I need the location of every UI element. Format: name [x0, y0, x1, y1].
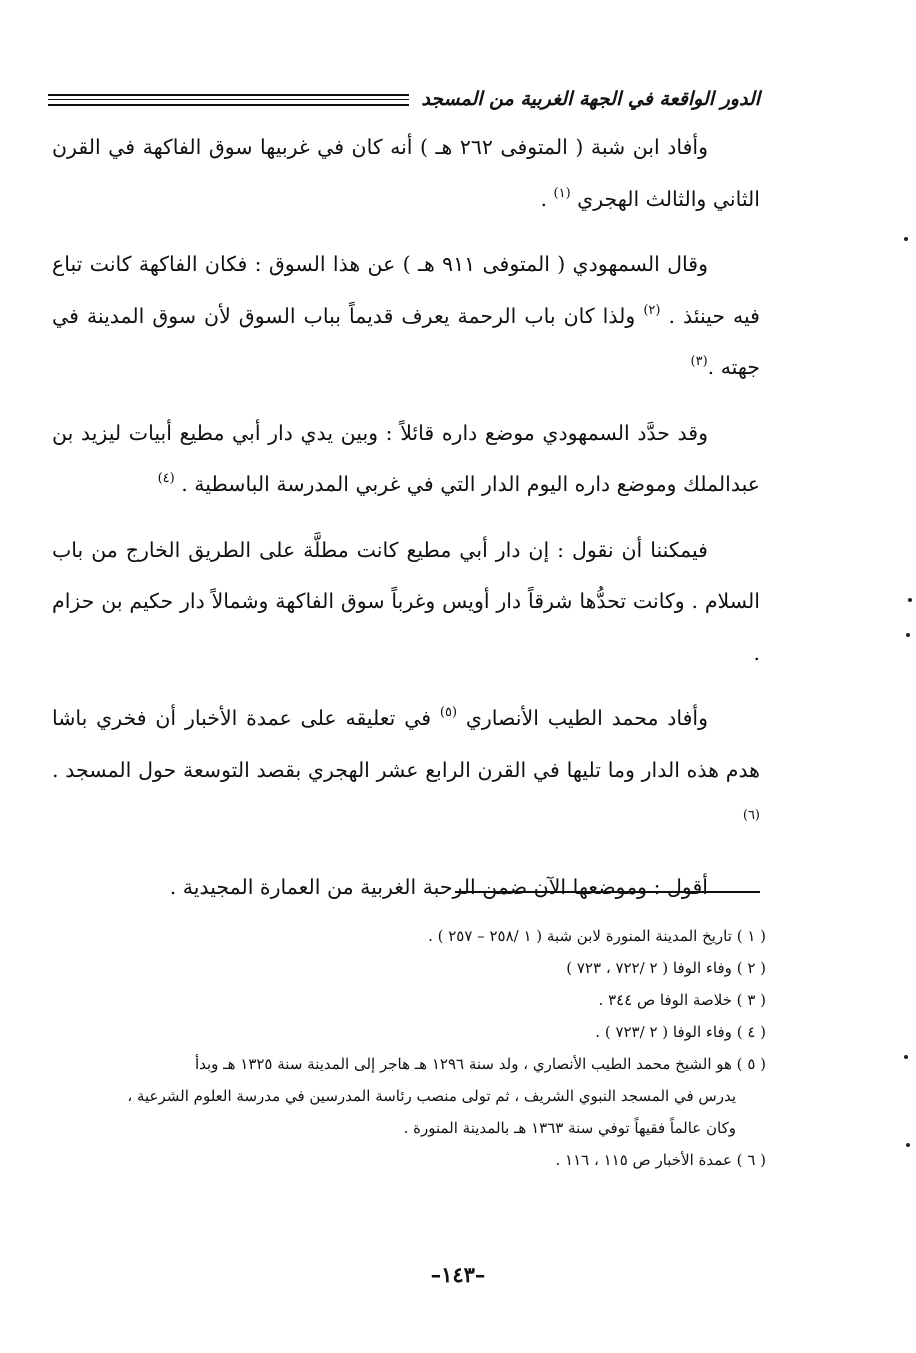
paragraph: وقد حدَّد السمهودي موضع داره قائلاً : وبين يدي دار أبي مطيع أبيات ليزيد بن عبدالملك وموضع داره اليوم الدار التي في غربي المدرسة الباسطية . $^{(٤)}$ [52, 420, 760, 496]
page-number: –١٤٣– [430, 1262, 486, 1287]
footnote-ref[interactable]: (٦) [742, 808, 760, 823]
footnote-ref[interactable]: (٤) [157, 471, 175, 486]
margin-mark [906, 1143, 910, 1147]
footnote-continuation: وكان عالماً فقيهاً توفي سنة ١٣٦٣ هـ بالمدينة المنورة . [403, 1119, 736, 1137]
margin-mark [908, 598, 912, 602]
footnote-item: ( ٣ ) خلاصة الوفا ص ٣٤٤ . [598, 991, 766, 1009]
footnote-ref[interactable]: (٣) [690, 354, 708, 369]
paragraph: وقال السمهودي ( المتوفى ٩١١ هـ ) عن هذا السوق : فكان الفاكهة كانت تباع فيه حينئذ . $^{(٢)}$ ولذا كان باب الرحمة يعرف قديماً بباب السوق لأن سوق المدينة في جهته .$^{(٣)}$ [52, 252, 760, 379]
paragraph: أقول : وموضعها الآن ضمن الرحبة الغربية من العمارة المجيدية . [169, 874, 708, 899]
footnote-item: ( ١ ) تاريخ المدينة المنورة لابن شبة ( ١ /٢٥٨ – ٢٥٧ ) . [428, 927, 766, 945]
footnote-ref[interactable]: (٥) [439, 705, 458, 720]
paragraph: فيمكننا أن نقول : إن دار أبي مطيع كانت مطلَّة على الطريق الخارج من باب السلام . وكانت تحدُّها شرقاً دار أويس وغرباً سوق الفاكهة وشمالاً دار حكيم بن حزام . [52, 537, 760, 665]
footnote-item: ( ٢ ) وفاء الوفا ( ٢ /٧٢٢ ، ٧٢٣ ) [566, 959, 766, 977]
footnote-continuation: يدرس في المسجد النبوي الشريف ، ثم تولى منصب رئاسة المدرسين في مدرسة العلوم الشرعية ، [127, 1087, 736, 1105]
margin-mark [904, 1055, 908, 1059]
footnote-ref[interactable]: (٢) [643, 302, 661, 318]
main-text [52, 122, 760, 927]
running-header [48, 84, 760, 114]
paragraph: وأفاد ابن شبة ( المتوفى ٢٦٢ هـ ) أنه كان في غربيها سوق الفاكهة في القرن الثاني والثالث الهجري $^{(١)}$ . [52, 135, 760, 211]
footnote-item: ( ٥ ) هو الشيخ محمد الطيب الأنصاري ، ولد سنة ١٢٩٦ هـ هاجر إلى المدينة سنة ١٣٢٥ هـ وبدأ [194, 1055, 766, 1073]
footnotes [60, 920, 766, 1176]
footnote-ref[interactable]: (١) [553, 185, 571, 201]
footnote-item: ( ٤ ) وفاء الوفا ( ٢ /٧٢٣ ) . [595, 1023, 766, 1041]
margin-mark [904, 237, 908, 241]
paragraph: وأفاد محمد الطيب الأنصاري $^{(٥)}$ في تعليقه على عمدة الأخبار أن فخري باشا هدم هذه الدار وما تليها في القرن الرابع عشر الهجري بقصد التوسعة حول المسجد .$^{(٦)}$ [52, 705, 760, 823]
margin-mark [906, 633, 910, 637]
header-rule [48, 94, 409, 106]
footnote-item: ( ٦ ) عمدة الأخبار ص ١١٥ ، ١١٦ . [555, 1151, 766, 1169]
footnote-separator [455, 891, 760, 893]
running-header-title: الدور الواقعة في الجهة الغربية من المسجد [421, 88, 760, 110]
